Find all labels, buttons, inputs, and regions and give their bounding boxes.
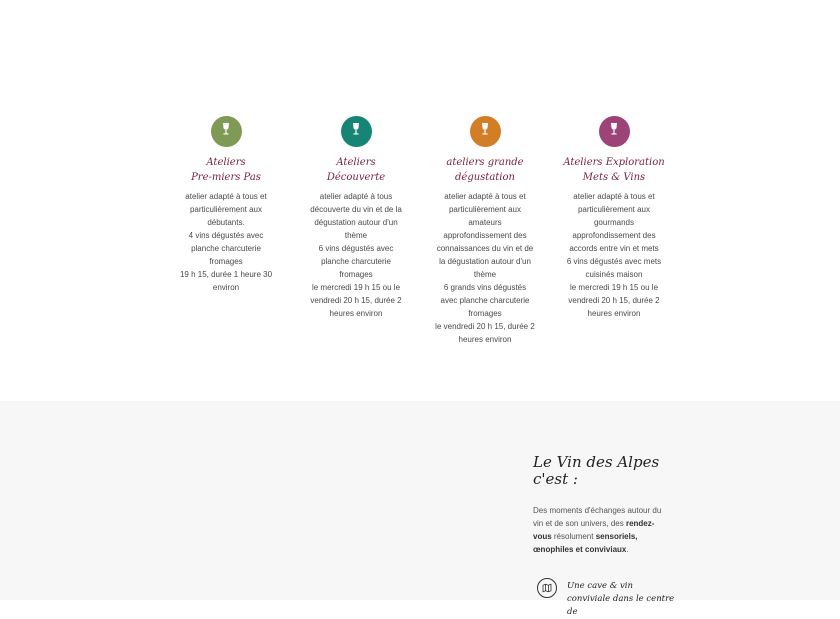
- atelier-description-line: particulièrement aux: [189, 205, 263, 214]
- atelier-description-line: amateurs: [468, 218, 502, 227]
- atelier-description-line: découverte du vin et de la: [310, 205, 402, 214]
- atelier-description-line: particulièrement aux: [577, 205, 651, 214]
- atelier-title: [171, 156, 281, 185]
- wine-glass-icon: [607, 122, 621, 141]
- atelier-description-line: fromages: [468, 309, 502, 318]
- about-emphasis: rendez-vous: [533, 519, 655, 541]
- atelier-description-line: le mercredi 19 h 15 ou le: [311, 283, 401, 292]
- atelier-card-premiers-pas: [171, 116, 281, 294]
- wine-glass-icon: [478, 122, 492, 141]
- atelier-title-line: Ateliers: [206, 157, 246, 168]
- atelier-description-line: accords entre vin et mets: [569, 244, 659, 253]
- atelier-title-line: dégustation: [455, 171, 515, 183]
- atelier-card-exploration-mets-vins: [559, 116, 669, 320]
- about-emphasis: sensoriels, œnophiles et conviviaux: [533, 532, 638, 554]
- atelier-description-line: cuisinés maison: [585, 270, 643, 279]
- atelier-description-line: le vendredi 20 h 15, durée 2: [435, 322, 535, 331]
- atelier-title-line: Découverte: [326, 171, 386, 183]
- atelier-description-line: vendredi 20 h 15, durée 2: [568, 296, 660, 305]
- atelier-icon-circle: [599, 116, 630, 147]
- atelier-title-line: ateliers grande: [446, 157, 524, 168]
- atelier-description-line: fromages: [209, 257, 243, 266]
- atelier-description-line: dégustation autour d'un: [314, 218, 398, 227]
- atelier-description-line: fromages: [339, 270, 373, 279]
- atelier-description-line: heures environ: [458, 335, 512, 344]
- atelier-title: [301, 156, 411, 185]
- atelier-icon-circle: [341, 116, 372, 147]
- atelier-description-line: 6 vins dégustés avec: [318, 244, 394, 253]
- about-heading-line: c'est :: [533, 470, 578, 488]
- about-text: .: [626, 545, 629, 554]
- atelier-title-line: Pre-miers Pas: [191, 171, 261, 183]
- atelier-description-line: thème: [344, 231, 368, 240]
- atelier-title: [430, 156, 540, 185]
- atelier-icon-circle: [211, 116, 242, 147]
- atelier-description-line: 6 grands vins dégustés: [443, 283, 527, 292]
- atelier-description-line: 4 vins dégustés avec: [188, 231, 264, 240]
- atelier-description: [171, 190, 281, 294]
- atelier-icon-circle: [470, 116, 501, 147]
- map-icon: [537, 578, 557, 598]
- atelier-description: [559, 190, 669, 320]
- wine-glass-icon: [349, 122, 363, 141]
- atelier-title: [559, 156, 669, 185]
- atelier-description-line: approfondissement des: [572, 231, 656, 240]
- atelier-title-line: Ateliers: [336, 157, 376, 168]
- atelier-description-line: vendredi 20 h 15, durée 2: [310, 296, 402, 305]
- wine-glass-icon: [219, 122, 233, 141]
- atelier-card-grande-degustation: [430, 116, 540, 346]
- atelier-description-line: débutants.: [207, 218, 245, 227]
- atelier-description-line: le mercredi 19 h 15 ou le: [569, 283, 659, 292]
- atelier-title-line: Mets & Vins: [582, 171, 646, 183]
- atelier-description-line: atelier adapté à tous et: [185, 192, 267, 201]
- about-text: résolument: [551, 532, 596, 541]
- atelier-description-line: planche charcuterie: [191, 244, 261, 253]
- atelier-description: [430, 190, 540, 346]
- atelier-description-line: planche charcuterie: [321, 257, 391, 266]
- atelier-card-decouverte: [301, 116, 411, 320]
- atelier-description-line: avec planche charcuterie: [440, 296, 530, 305]
- atelier-description-line: 6 vins dégustés avec mets: [566, 257, 662, 266]
- atelier-description-line: atelier adapté à tous: [319, 192, 393, 201]
- atelier-description-line: heures environ: [587, 309, 641, 318]
- atelier-description-line: atelier adapté à tous et: [573, 192, 655, 201]
- about-text: Des moments d'échanges autour du vin et de son univers, des: [533, 506, 662, 528]
- atelier-description: [301, 190, 411, 320]
- feature-label-line: conviviale dans le centre de: [567, 594, 675, 617]
- atelier-description-line: heures environ: [329, 309, 383, 318]
- about-heading-line: Le Vin des Alpes: [533, 453, 660, 471]
- atelier-description-line: thème: [473, 270, 497, 279]
- atelier-description-line: environ: [212, 283, 240, 292]
- atelier-description-line: connaissances du vin et de: [436, 244, 534, 253]
- atelier-description-line: gourmands: [593, 218, 635, 227]
- atelier-description-line: la dégustation autour d'un: [439, 257, 531, 266]
- atelier-description-line: atelier adapté à tous et: [444, 192, 526, 201]
- atelier-description-line: approfondissement des: [443, 231, 527, 240]
- atelier-description-line: particulièrement aux: [448, 205, 522, 214]
- feature-label-line: Une cave & vin: [567, 581, 633, 591]
- about-heading: [533, 454, 693, 488]
- atelier-description-line: 19 h 15, durée 1 heure 30: [179, 270, 273, 279]
- about-paragraph: [533, 504, 673, 556]
- about-section: [0, 401, 840, 600]
- atelier-title-line: Ateliers Exploration: [563, 157, 665, 168]
